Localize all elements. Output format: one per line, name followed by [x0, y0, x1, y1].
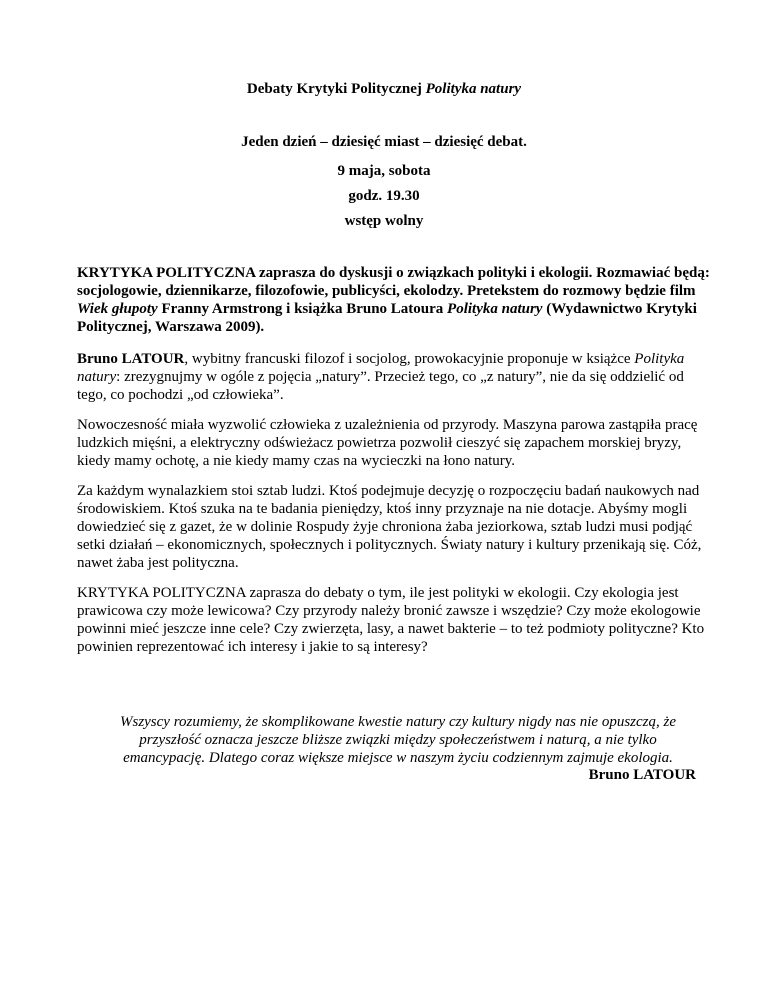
modernity-paragraph: Nowoczesność miała wyzwolić człowieka z uzależnienia od przyrody. Maszyna parowa zastąpiła pracę ludzkich mięśni, a elektryczny odświeżacz powietrza pozwolił cieszyć się zapachem morskiej bryzy, kiedy mamy ochotę, a nie kiedy mamy czas na wycieczki na łono natury. — [77, 417, 698, 469]
quote-author: Bruno LATOUR — [588, 767, 696, 783]
event-date: 9 maja, sobota — [337, 163, 431, 179]
intro-text-3: (Wydawnictwo Krytyki Politycznej, Warszawa 2009). — [77, 301, 697, 335]
latour-text-2: : zrezygnujmy w ogóle z pojęcia „natury”. Przecież tego, co „z natury”, nie da się oddzielić od tego, co pochodzi „od człowieka”. — [77, 369, 684, 403]
film-title: Wiek głupoty — [77, 301, 158, 317]
latour-book-title: Polityka natury — [77, 351, 685, 385]
intro-text-2: Franny Armstrong i książka Bruno Latoura — [157, 301, 448, 317]
title-italic: Polityka natury — [425, 81, 522, 97]
event-time: godz. 19.30 — [348, 188, 420, 204]
staff-paragraph: Za każdym wynalazkiem stoi sztab ludzi. Ktoś podejmuje decyzję o rozpoczęciu badań naukowych nad środowiskiem. Ktoś szuka na te badania pieniędzy, ktoś inny przyznaje na nie dotacje. Abyśmy mogli dowiedzieć się z gazet, że w dolinie Rospudy żyje chroniona żaba jeziorkowa, sztab ludzi musi podjąć setki działań – ekonomicznych, społecznych i politycznych. Światy natury i kultury przenikają się. Cóż, nawet żaba jest polityczna. — [77, 483, 702, 571]
latour-text-1: , wybitny francuski filozof i socjolog, prowokacyjnie proponuje w książce — [184, 351, 635, 367]
title-prefix: Debaty Krytyki Politycznej — [246, 81, 422, 97]
intro-paragraph — [77, 264, 717, 336]
book-title: Polityka natury — [447, 301, 543, 317]
intro-text-1: KRYTYKA POLITYCZNA zaprasza do dyskusji o związkach polityki i ekologii. Rozmawiać będą: socjologowie, dziennikarze, filozofowie, publicyści, ekolodzy. Pretekstem do rozmowy będzie film — [77, 265, 710, 299]
latour-quote: Wszyscy rozumiemy, że skomplikowane kwestie natury czy kultury nigdy nas nie opuszczą, że przyszłość oznacza jeszcze bliższe związki między społeczeństwem i naturą, a nie tylko emancypację. Dlatego coraz większe miejsce w naszym życiu codziennym zajmuje ekologia. — [119, 714, 676, 766]
invite-paragraph: KRYTYKA POLITYCZNA zaprasza do debaty o tym, ile jest polityki w ekologii. Czy ekologia jest prawicowa czy może lewicowa? Czy przyrody należy bronić zawsze i wszędzie? Czy może ekologowie powinni mieć jeszcze inne cele? Czy zwierzęta, lasy, a nawet bakterie – to też podmioty polityczne? Kto powinien reprezentować ich interesy i jakie to są interesy? — [77, 585, 705, 655]
entry-info: wstęp wolny — [344, 213, 424, 229]
document-title — [0, 80, 768, 98]
latour-paragraph — [77, 350, 717, 404]
slogan: Jeden dzień – dziesięć miast – dziesięć debat. — [241, 134, 527, 150]
latour-name: Bruno LATOUR — [77, 351, 185, 367]
